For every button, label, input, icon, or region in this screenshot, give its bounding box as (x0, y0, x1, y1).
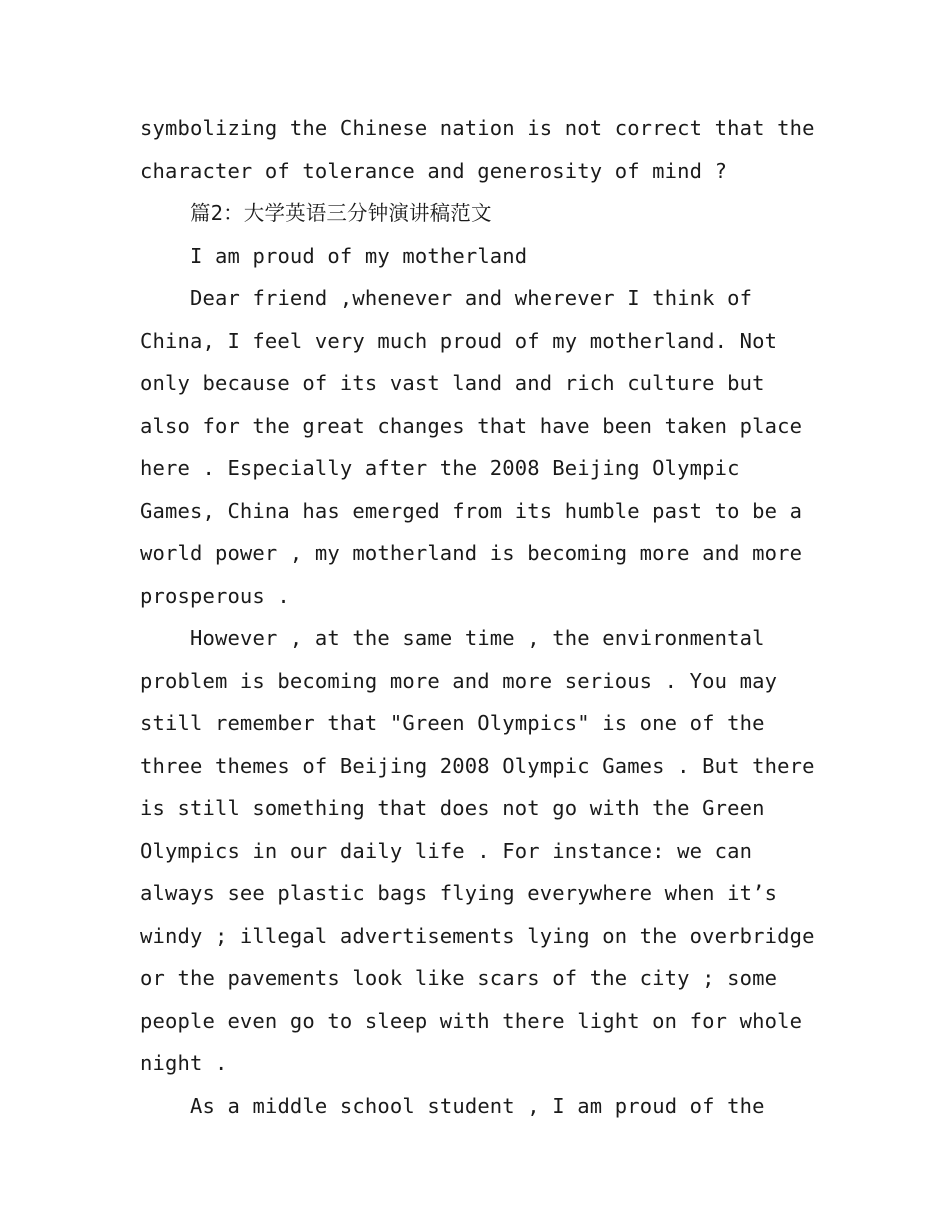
text-line: three themes of Beijing 2008 Olympic Games . But there (140, 753, 815, 778)
text-line: character of tolerance and generosity of mind ? (140, 158, 728, 183)
text-line: also for the great changes that have been taken place (140, 413, 803, 438)
text-line: night . (140, 1051, 228, 1075)
text-line: As a middle school student , I am proud of the (190, 1093, 765, 1118)
text-line: windy ; illegal advertisements lying on the overbridge (140, 923, 815, 948)
text-line: people even go to sleep with there light on for whole (140, 1008, 803, 1033)
text-line: still remember that "Green Olympics" is one of the (140, 711, 765, 735)
text-line: always see plastic bags flying everywhere when it’s (140, 881, 778, 905)
text-line: Dear friend ,whenever and wherever I think of (190, 286, 753, 310)
text-line: Olympics in our daily life . For instance: we can (140, 838, 753, 863)
section-heading: 篇2：大学英语三分钟演讲稿范文 (190, 201, 492, 225)
text-line: only because of its vast land and rich culture but (140, 371, 765, 395)
text-line: prosperous . (140, 583, 290, 608)
text-line: Games, China has emerged from its humble past to be a (140, 498, 803, 523)
document-body (140, 107, 830, 1127)
text-line: or the pavements look like scars of the city ; some (140, 966, 778, 990)
text-line: However , at the same time , the environmental (190, 626, 765, 650)
text-line: problem is becoming more and more serious . You may (140, 668, 778, 693)
text-line: China, I feel very much proud of my motherland. Not (140, 328, 778, 353)
speech-title: I am proud of my motherland (190, 243, 528, 268)
text-line: world power , my motherland is becoming more and more (140, 541, 803, 565)
text-line: symbolizing the Chinese nation is not correct that the (140, 116, 815, 140)
text-line: is still something that does not go with the Green (140, 796, 765, 820)
text-line: here . Especially after the 2008 Beijing Olympic (140, 456, 740, 480)
